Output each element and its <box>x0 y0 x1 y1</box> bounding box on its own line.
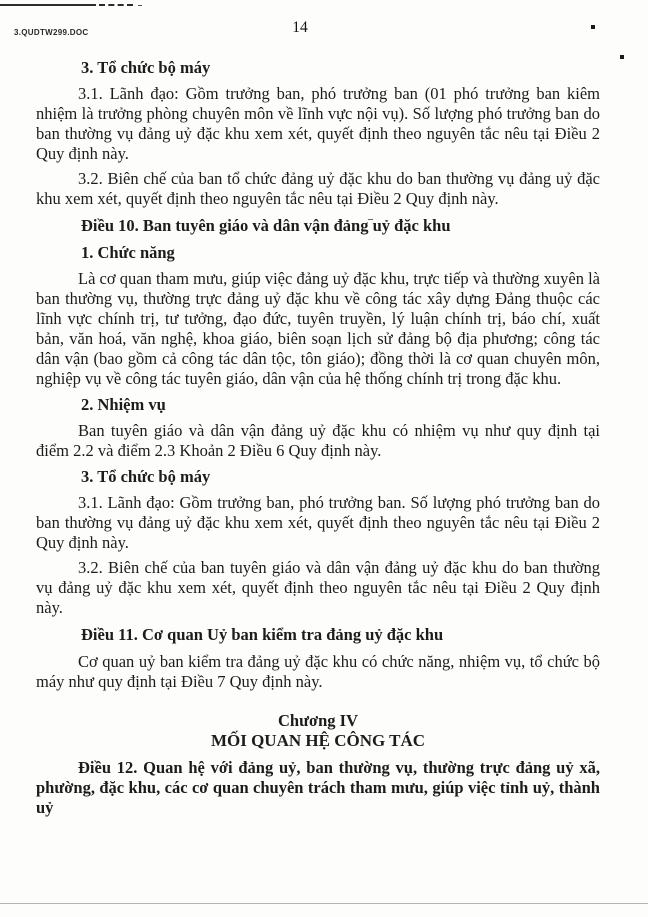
chapter-subtitle: MỐI QUAN HỆ CÔNG TÁC <box>210 731 426 750</box>
chapter-title: Chương IV <box>277 711 359 730</box>
paragraph-bold: Điều 12. Quan hệ với đảng uỷ, ban thường vụ, thường trực đảng uỷ xã, phường, đặc khu, các cơ quan chuyên trách tham mưu, giúp việc tỉnh uỷ, thành uỷ <box>36 758 600 817</box>
scan-artifact-top-line-dashes <box>99 4 133 6</box>
paragraph: 3.1. Lãnh đạo: Gồm trưởng ban, phó trưởng ban (01 phó trưởng ban kiêm nhiệm là trưởng phòng chuyên môn về lĩnh vực nội vụ). Số lượng phó trưởng ban do ban thường vụ đảng uỷ đặc khu xem xét, quyết định theo nguyên tắc nêu tại Điều 2 Quy định này. <box>36 84 600 163</box>
paragraph: 3.2. Biên chế của ban tổ chức đảng uỷ đặc khu do ban thường vụ đảng uỷ đặc khu xem xét, quyết định theo nguyên tắc nêu tại Điều 2 Quy định này. <box>36 169 600 208</box>
page-number: 14 <box>292 19 308 36</box>
article-heading: Điều 10. Ban tuyên giáo và dân vận đảng uỷ đặc khu <box>81 216 451 235</box>
section-heading: 2. Nhiệm vụ <box>81 395 166 414</box>
section-heading: 3. Tổ chức bộ máy <box>81 467 211 486</box>
section-heading: 3. Tổ chức bộ máy <box>81 58 211 77</box>
section-heading: 1. Chức năng <box>81 243 175 262</box>
scan-artifact-top-line <box>0 4 96 6</box>
scan-artifact-bottom-line <box>0 903 648 904</box>
scan-speck <box>620 55 624 59</box>
scan-artifact-top-line-dot <box>138 5 142 6</box>
article-heading: Điều 11. Cơ quan Uỷ ban kiểm tra đảng uỷ đặc khu <box>81 625 444 644</box>
paragraph: Ban tuyên giáo và dân vận đảng uỷ đặc khu có nhiệm vụ như quy định tại điểm 2.2 và điểm 2.3 Khoản 2 Điều 6 Quy định này. <box>36 421 600 460</box>
paragraph: 3.1. Lãnh đạo: Gồm trưởng ban, phó trưởng ban. Số lượng phó trưởng ban do ban thường vụ đảng uỷ đặc khu xem xét, quyết định theo nguyên tắc nêu tại Điều 2 Quy định này. <box>36 493 600 552</box>
document-filename: 3.QUDTW299.DOC <box>14 28 89 37</box>
document-content <box>36 52 600 823</box>
paragraph: Là cơ quan tham mưu, giúp việc đảng uỷ đặc khu, trực tiếp và thường xuyên là ban thường vụ, thường trực đảng uỷ đặc khu về công tác xây dựng Đảng thuộc các lĩnh vực chính trị, tư tưởng, đạo đức, tuyên truyền, lý luận chính trị, báo chí, xuất bản, văn hoá, văn nghệ, khoa giáo, biên soạn lịch sử đảng bộ địa phương; công tác dân vận (bao gồm cả công tác dân tộc, tôn giáo); đồng thời là cơ quan chuyên môn, nghiệp vụ về công tác tuyên giáo, dân vận của hệ thống chính trị trong đặc khu. <box>36 269 600 388</box>
paragraph: 3.2. Biên chế của ban tuyên giáo và dân vận đảng uỷ đặc khu do ban thường vụ đảng uỷ đặc khu xem xét, quyết định theo nguyên tắc nêu tại Điều 2 Quy định này. <box>36 558 600 617</box>
scan-speck <box>591 25 595 29</box>
paragraph: Cơ quan uỷ ban kiểm tra đảng uỷ đặc khu có chức năng, nhiệm vụ, tổ chức bộ máy như quy định tại Điều 7 Quy định này. <box>36 652 600 691</box>
